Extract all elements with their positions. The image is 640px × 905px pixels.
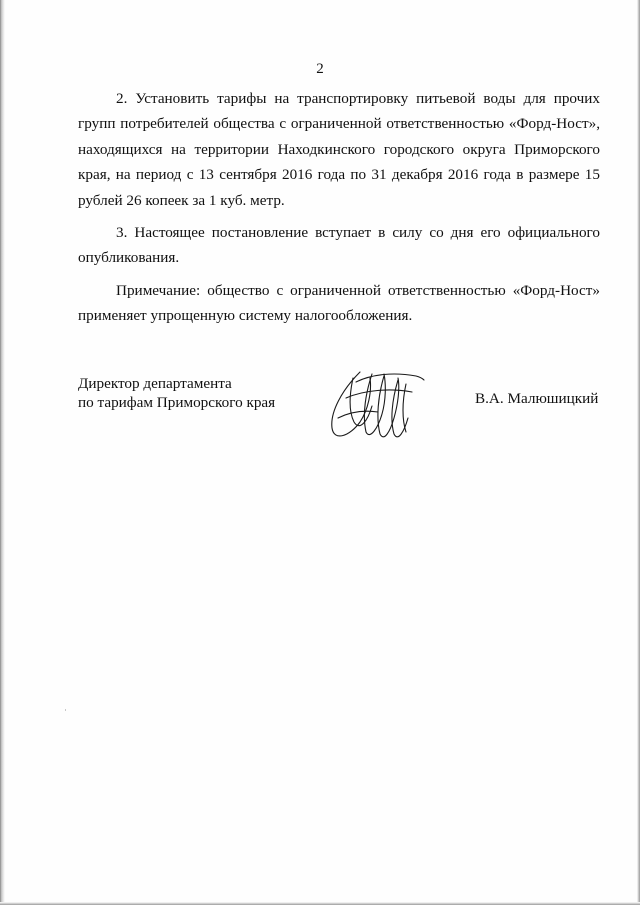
paragraph-note: Примечание: общество с ограниченной ответственностью «Форд-Ност» применяет упрощенную систему налогообложения. xyxy=(78,281,600,325)
signatory-position-line1: Директор департамента xyxy=(78,375,232,392)
signatory-position xyxy=(78,374,275,412)
paragraph-tariff: 2. Установить тарифы на транспортировку питьевой воды для прочих групп потребителей общества с ограниченной ответственностью «Форд-Ност», находящихся на территории Находкинского городского округа Приморского края, на период с 13 сентября 2016 года по 31 декабря 2016 года в размере 15 рублей 26 копеек за 1 куб. метр. xyxy=(78,90,600,209)
paragraph-effective-date: 3. Настоящее постановление вступает в силу со дня его официального опубликования. xyxy=(78,224,600,267)
scan-speck xyxy=(65,709,66,711)
page-number: 2 xyxy=(316,61,324,77)
signatory-name: В.А. Малюшицкий xyxy=(475,390,599,407)
signatory-position-line2: по тарифам Приморского края xyxy=(78,394,276,411)
signature-icon xyxy=(320,362,430,444)
scan-edge-left xyxy=(0,0,5,905)
document-body xyxy=(78,86,600,336)
